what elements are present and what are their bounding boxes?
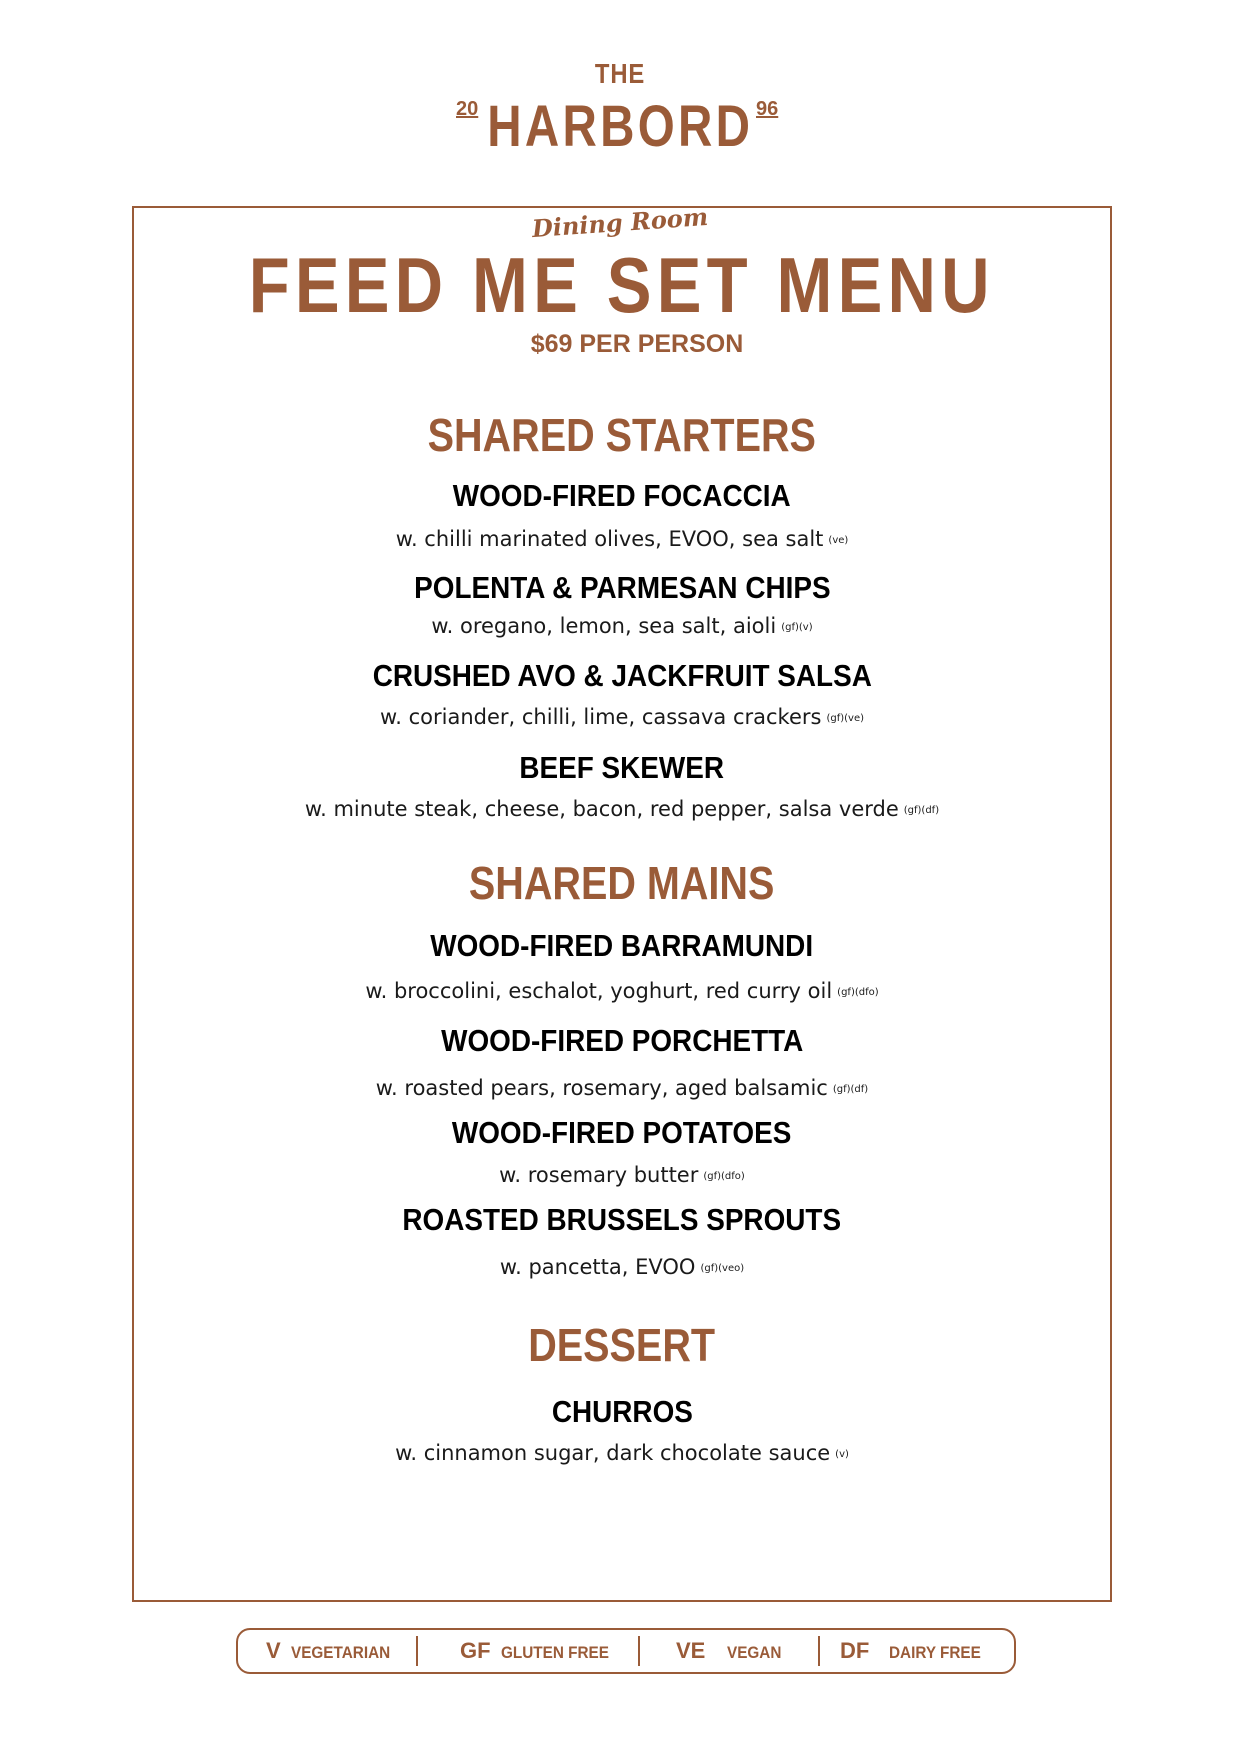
section-heading-dessert: DESSERT	[528, 1319, 716, 1371]
legend-divider	[818, 1636, 820, 1666]
dish-description: w. broccolini, eschalot, yoghurt, red curry oil (gf)(dfo)	[365, 979, 879, 1003]
legend-divider	[638, 1636, 640, 1666]
dietary-legend	[236, 1628, 1016, 1674]
dish-description: w. cinnamon sugar, dark chocolate sauce (v)	[395, 1441, 849, 1465]
dish-description: w. pancetta, EVOO (gf)(veo)	[499, 1255, 745, 1279]
dietary-tag: (gf)(dfo)	[837, 987, 879, 998]
dish-name: BEEF SKEWER	[519, 750, 725, 785]
dish-description: w. chilli marinated olives, EVOO, sea salt (ve)	[395, 527, 849, 551]
dish-description: w. oregano, lemon, sea salt, aioli (gf)(v)	[431, 614, 813, 638]
logo-the: THE	[594, 58, 646, 89]
logo-year-right: 96	[756, 98, 779, 120]
section-heading-mains: SHARED MAINS	[469, 857, 775, 909]
section-heading-starters: SHARED STARTERS	[427, 409, 817, 461]
dietary-tag: (v)	[835, 1449, 849, 1460]
legend-dairy-free: DF DAIRY FREE	[840, 1638, 982, 1663]
dish-name: POLENTA & PARMESAN CHIPS	[413, 570, 831, 605]
dietary-tag: (gf)(df)	[903, 805, 940, 816]
dietary-tag: (gf)(v)	[781, 622, 813, 633]
dietary-tag: (gf)(veo)	[700, 1263, 745, 1274]
logo-wordmark: HARBORD	[486, 94, 754, 159]
dish-name: ROASTED BRUSSELS SPROUTS	[402, 1202, 842, 1237]
legend-vegetarian: V VEGETARIAN	[266, 1638, 390, 1663]
dish-name: CRUSHED AVO & JACKFRUIT SALSA	[372, 658, 872, 693]
legend-gluten-free: GF GLUTEN FREE	[460, 1638, 609, 1663]
dietary-tag: (ve)	[828, 535, 849, 546]
menu-price: $69 PER PERSON	[530, 330, 744, 358]
dish-description: w. coriander, chilli, lime, cassava crackers (gf)(ve)	[380, 705, 864, 729]
logo-year-left: 20	[456, 98, 479, 120]
dish-name: WOOD-FIRED PORCHETTA	[440, 1023, 804, 1058]
legend-vegan: VE VEGAN	[676, 1638, 782, 1663]
dietary-tag: (gf)(ve)	[826, 713, 864, 724]
menu-title: FEED ME SET MENU	[249, 241, 995, 329]
dietary-tag: (gf)(dfo)	[703, 1171, 745, 1182]
legend-divider	[416, 1636, 418, 1666]
logo-subtitle: Dining Room	[530, 201, 710, 244]
dish-description: w. minute steak, cheese, bacon, red pepper, salsa verde (gf)(df)	[304, 797, 940, 821]
dish-name: CHURROS	[551, 1394, 693, 1429]
dish-name: WOOD-FIRED BARRAMUNDI	[430, 928, 814, 963]
dish-name: WOOD-FIRED POTATOES	[452, 1115, 792, 1150]
dietary-tag: (gf)(df)	[832, 1084, 869, 1095]
dish-name: WOOD-FIRED FOCACCIA	[453, 478, 791, 513]
dish-description: w. roasted pears, rosemary, aged balsamic (gf)(df)	[375, 1076, 869, 1100]
dish-description: w. rosemary butter (gf)(dfo)	[499, 1163, 745, 1187]
